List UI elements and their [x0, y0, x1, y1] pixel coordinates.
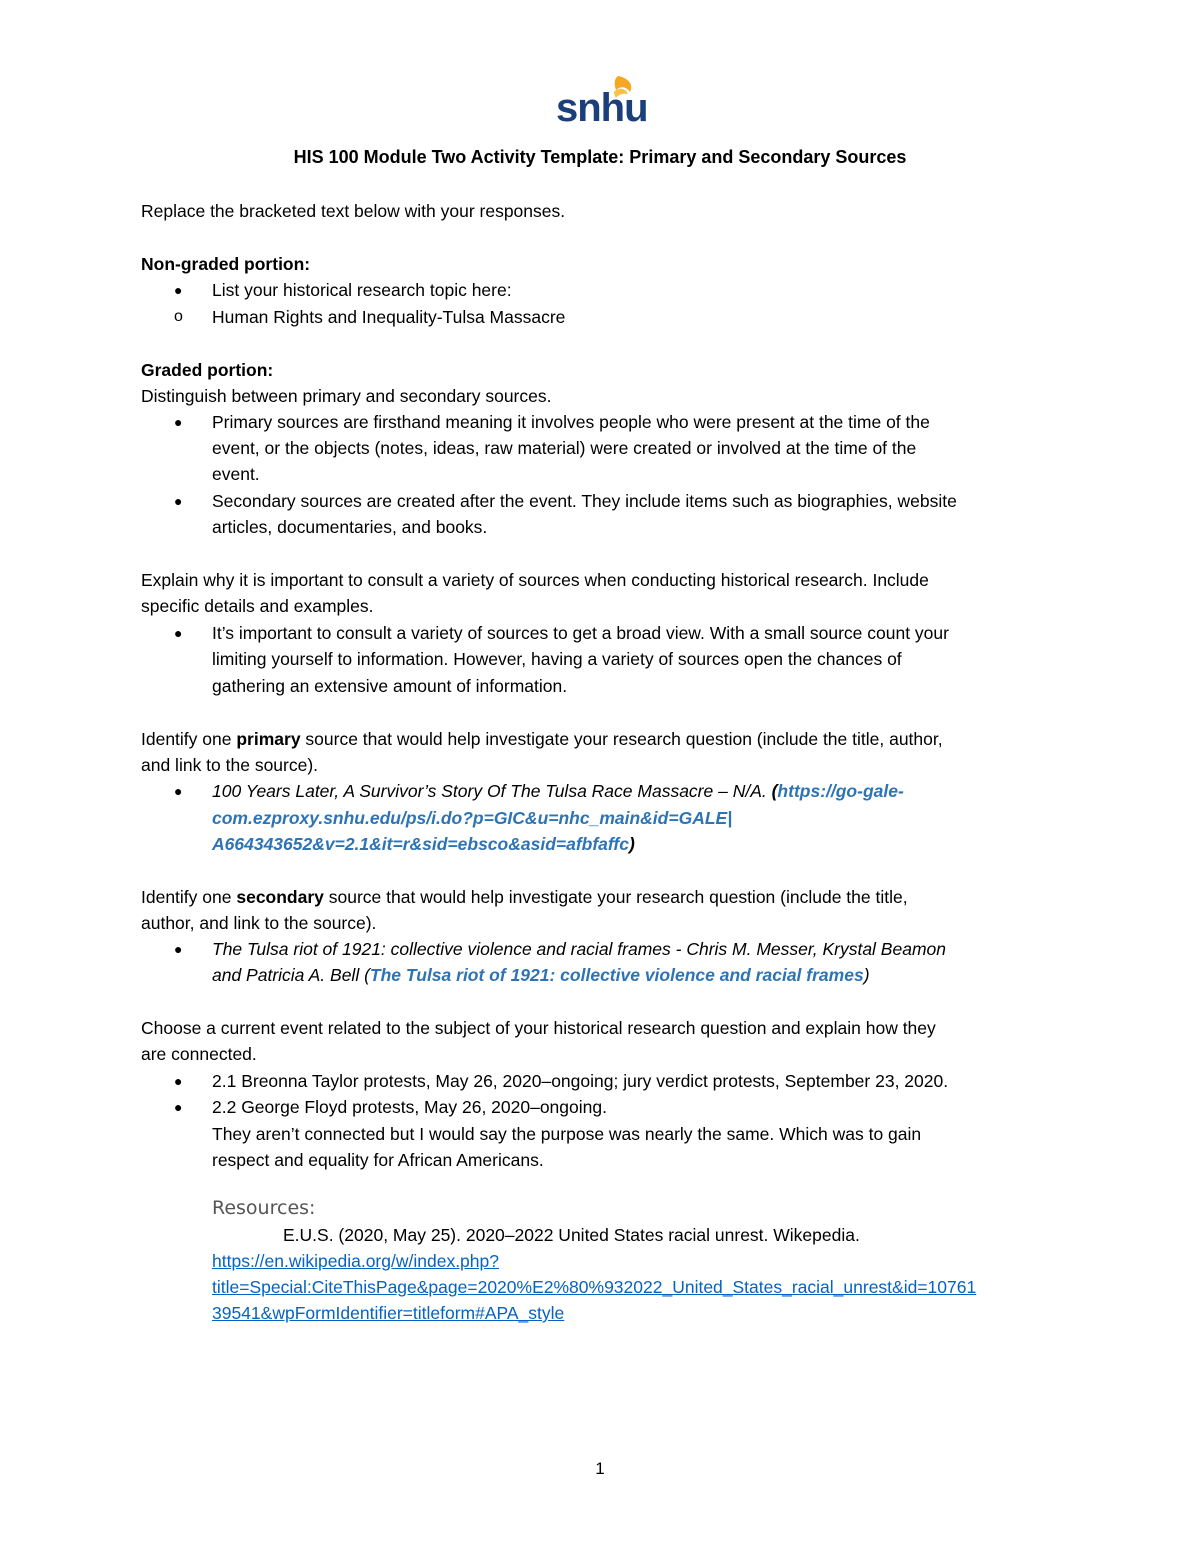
prompt-secondary-source [141, 884, 908, 910]
prompt-current-event: Choose a current event related to the subject of your historical research question and explain how they [141, 1018, 936, 1038]
primary-def-line: event. [212, 464, 260, 484]
paren: ) [863, 965, 870, 985]
resource-link[interactable]: title=Special:CiteThisPage&page=2020%E2%80%932022_United_States_racial_unrest&id=10761 [212, 1277, 977, 1297]
page-number: 1 [595, 1459, 605, 1478]
primary-source-link[interactable]: https://go-gale- [777, 781, 904, 801]
variety-answer-line: limiting yourself to information. However, having a variety of sources open the chances of [212, 649, 902, 669]
variety-answer-line: gathering an extensive amount of information. [212, 676, 568, 696]
bullet-icon: ● [174, 941, 183, 957]
page-title: HIS 100 Module Two Activity Template: Primary and Secondary Sources [293, 147, 907, 167]
prompt-variety: Explain why it is important to consult a variety of sources when conducting historical research. Include [141, 570, 929, 590]
resource-link[interactable]: https://en.wikipedia.org/w/index.php? [212, 1251, 499, 1271]
current-event-explanation: They aren’t connected but I would say the purpose was nearly the same. Which was to gain [212, 1124, 922, 1144]
prompt-distinguish: Distinguish between primary and secondary sources. [141, 386, 552, 406]
prompt-current-event: are connected. [141, 1044, 257, 1064]
bullet-icon: ● [174, 1099, 183, 1115]
non-graded-heading: Non-graded portion: [141, 254, 311, 274]
primary-source-link-line [212, 831, 635, 857]
secondary-source-link[interactable]: The Tulsa riot of 1921: collective violence and racial frames [369, 965, 864, 985]
citation-text: and Patricia A. Bell ( [212, 965, 370, 985]
current-event-explanation: respect and equality for African Americans. [212, 1150, 544, 1170]
prompt-text: Identify one [141, 887, 237, 907]
primary-source-link[interactable]: A664343652&v=2.1&it=r&sid=ebsco&asid=afbfaffc [212, 834, 629, 854]
prompt-primary-source: and link to the source). [141, 755, 319, 775]
bullet-icon: ● [174, 1073, 183, 1089]
current-event-item: 2.2 George Floyd protests, May 26, 2020–ongoing. [212, 1097, 607, 1117]
bullet-icon: ● [174, 414, 183, 430]
secondary-def-line: Secondary sources are created after the event. They include items such as biographies, website [212, 491, 957, 511]
prompt-text: Identify one [141, 729, 237, 749]
resources-label: Resources: [212, 1197, 316, 1219]
instruction-text: Replace the bracketed text below with your responses. [141, 201, 566, 221]
current-event-item: 2.1 Breonna Taylor protests, May 26, 2020–ongoing; jury verdict protests, September 23, 2020. [212, 1071, 949, 1091]
primary-source-link[interactable]: com.ezproxy.snhu.edu/ps/i.do?p=GIC&u=nhc_main&id=GALE| [212, 808, 733, 828]
bullet-icon: ● [174, 282, 183, 298]
paren: ) [628, 834, 635, 854]
bullet-icon: ● [174, 493, 183, 509]
prompt-emphasis: primary [236, 729, 301, 749]
variety-answer-line: It’s important to consult a variety of sources to get a broad view. With a small source count your [212, 623, 949, 643]
bullet-icon: ● [174, 783, 183, 799]
graded-heading: Graded portion: [141, 360, 274, 380]
primary-def-line: Primary sources are firsthand meaning it involves people who were present at the time of the [212, 412, 930, 432]
primary-source-title: 100 Years Later, A Survivor’s Story Of The Tulsa Race Massacre – N/A. [212, 781, 772, 801]
resource-citation: E.U.S. (2020, May 25). 2020–2022 United States racial unrest. Wikepedia. [283, 1225, 860, 1245]
topic-prompt: List your historical research topic here: [212, 280, 512, 300]
topic-answer: Human Rights and Inequality-Tulsa Massacre [212, 307, 566, 327]
prompt-emphasis: secondary [236, 887, 324, 907]
prompt-text: source that would help investigate your research question (include the title, [323, 887, 908, 907]
prompt-secondary-source: author, and link to the source). [141, 913, 377, 933]
snhu-logo [556, 74, 648, 132]
bullet-icon: ● [174, 625, 183, 641]
prompt-primary-source [141, 726, 943, 752]
resource-link[interactable]: 39541&wpFormIdentifier=titleform#APA_style [212, 1303, 565, 1323]
secondary-source-citation: The Tulsa riot of 1921: collective violence and racial frames - Chris M. Messer, Krystal Beamon [212, 939, 946, 959]
prompt-text: source that would help investigate your research question (include the title, author, [300, 729, 943, 749]
primary-def-line: event, or the objects (notes, ideas, raw material) were created or involved at the time of the [212, 438, 917, 458]
paren: ( [771, 781, 778, 801]
logo-wordmark: snhu [556, 86, 648, 130]
secondary-def-line: articles, documentaries, and books. [212, 517, 488, 537]
primary-source-citation [212, 778, 904, 804]
circle-bullet-icon: o [174, 308, 183, 325]
prompt-variety: specific details and examples. [141, 596, 374, 616]
secondary-source-citation-line [212, 962, 870, 988]
